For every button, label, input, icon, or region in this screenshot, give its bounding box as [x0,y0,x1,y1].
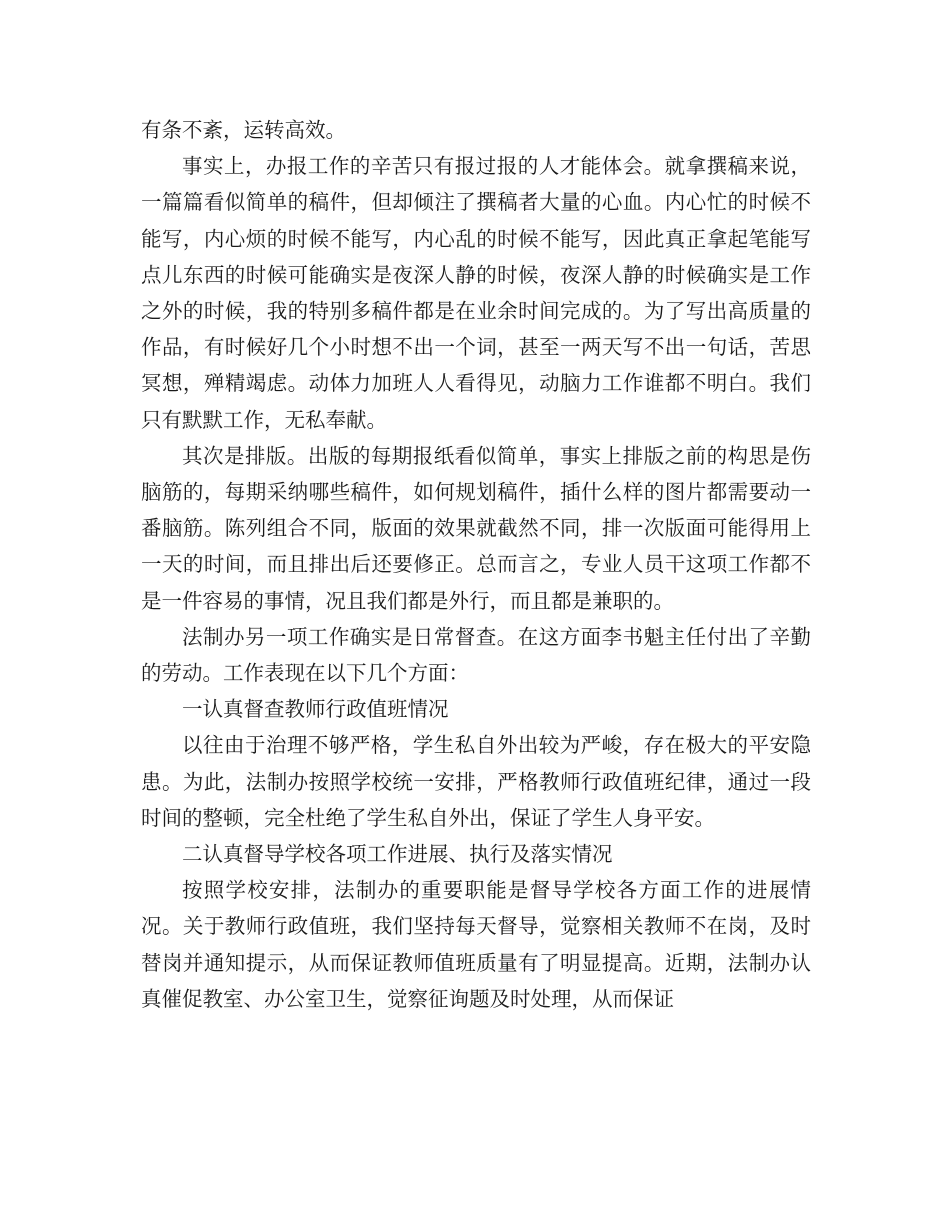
section-heading-1: 一认真督查教师行政值班情况 [182,697,449,722]
paragraph-section-2: 按照学校安排，法制办的重要职能是督导学校各方面工作的进展情况。关于教师行政值班，我们坚持每天督导，觉察相关教师不在岗，及时替岗并通知提示，从而保证教师值班质量有了明显提高。近期，法制办认真催促教室、办公室卫生，觉察征询题及时处理，从而保证 [141,878,811,1011]
paragraph-typesetting: 其次是排版。出版的每期报纸看似简单，事实上排版之前的构思是伤脑筋的，每期采纳哪些稿件，如何规划稿件，插什么样的图片都需要动一番脑筋。陈列组合不同，版面的效果就截然不同，排一次版面可能得用上一天的时间，而且排出后还要修正。总而言之，专业人员干这项工作都不是一件容易的事情，况且我们都是外行，而且都是兼职的。 [141,443,811,613]
paragraph-newspaper-work: 事实上，办报工作的辛苦只有报过报的人才能体会。就拿撰稿来说，一篇篇看似简单的稿件，但却倾注了撰稿者大量的心血。内心忙的时候不能写，内心烦的时候不能写，内心乱的时候不能写，因此真正拿起笔能写点儿东西的时候可能确实是夜深人静的时候，夜深人静的时候确实是工作之外的时候，我的特别多稿件都是在业余时间完成的。为了写出高质量的作品，有时候好几个小时想不出一个词，甚至一两天写不出一句话，苦思冥想，殚精竭虑。动体力加班人人看得见，动脑力工作谁都不明白。我们只有默默工作，无私奉献。 [141,154,811,432]
document-body [141,112,811,1017]
paragraph-section-1: 以往由于治理不够严格，学生私自外出较为严峻，存在极大的平安隐患。为此，法制办按照学校统一安排，严格教师行政值班纪律，通过一段时间的整顿，完全杜绝了学生私自外出，保证了学生人身平安。 [141,733,811,830]
section-heading-2: 二认真督导学校各项工作进展、执行及落实情况 [182,842,613,867]
paragraph-daily-inspection: 法制办另一项工作确实是日常督查。在这方面李书魁主任付出了辛勤的劳动。工作表现在以下几个方面： [141,624,811,686]
paragraph-continuation: 有条不紊，运转高效。 [141,118,346,142]
